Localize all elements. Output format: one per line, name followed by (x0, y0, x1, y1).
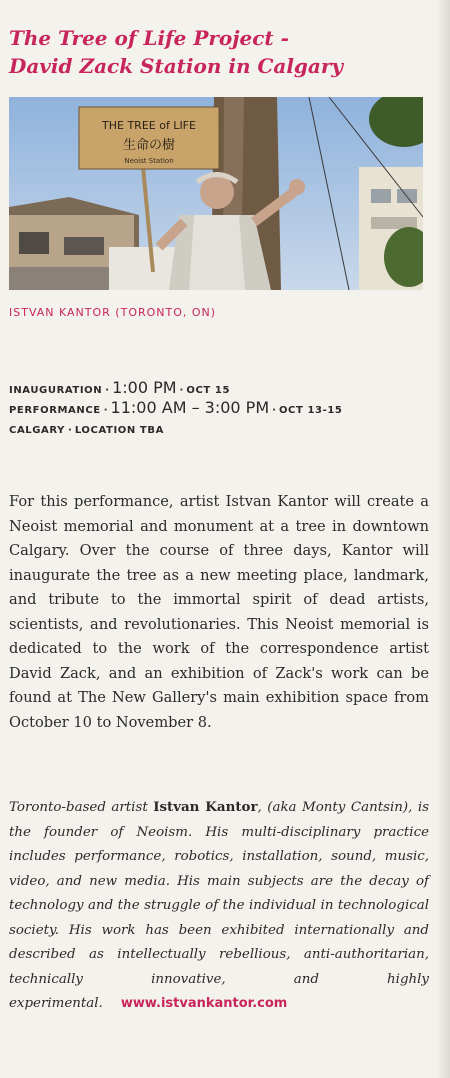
page-edge-shadow (436, 0, 450, 1078)
inauguration-time: 1:00 PM (112, 378, 177, 397)
title-line-2: David Zack Station in Calgary (9, 54, 344, 78)
article-title (9, 24, 429, 80)
location-line (9, 418, 439, 438)
sign-text-line-1: THE TREE of LIFE (102, 119, 196, 132)
bio-intro: Toronto-based artist (9, 800, 154, 815)
separator: · (68, 425, 72, 436)
sign-text-line-3: Neoist Station (124, 157, 174, 165)
performance-photo (9, 97, 423, 290)
performance-time: 11:00 AM – 3:00 PM (110, 398, 270, 417)
separator: · (105, 385, 110, 396)
event-details (9, 378, 439, 438)
performance-line (9, 398, 439, 418)
inauguration-line (9, 378, 439, 398)
event-description: For this performance, artist Istvan Kantor will create a Neoist memorial and monument at a tree in downtown Calgary. Over the course of three days, Kantor will inaugurate the tree as a new meeting place, landmark, and tribute to the immortal spirit of dead artists, scientists, and revolutionaries. This Neoist memorial is dedicated to the work of the correspondence artist David Zack, and an exhibition of Zack's work can be found at The New Gallery's main exhibition space from October 10 to November 8. (9, 493, 429, 731)
bio-text: , (aka Monty Cantsin), is the founder of Neoism. His multi-disciplinary practice includes performance, robotics, installation, sound, music, video, and new media. His main subjects are the decay of technology and the struggle of the individual in technological society. His work has been exhibited internationally and described as intellectually rebellious, anti-authoritarian, technically innovative, and highly experimental. (9, 800, 429, 1011)
title-line-1: The Tree of Life Project - (9, 26, 289, 50)
inauguration-label: INAUGURATION (9, 385, 103, 396)
separator: · (103, 405, 108, 416)
separator: · (272, 405, 276, 416)
city-label: CALGARY (9, 425, 65, 436)
artist-bio (9, 795, 429, 1017)
photo-credit: ISTVAN KANTOR (TORONTO, ON) (9, 306, 217, 319)
performance-date: OCT 13-15 (278, 405, 343, 416)
artist-name: Istvan Kantor (153, 799, 258, 815)
artist-website-link[interactable]: www.istvankantor.com (120, 996, 288, 1011)
inauguration-date: OCT 15 (186, 385, 231, 396)
sign-text-line-2: 生命の樹 (122, 138, 176, 153)
location-label: LOCATION TBA (74, 425, 164, 436)
performance-label: PERFORMANCE (9, 405, 101, 416)
separator: · (179, 385, 184, 396)
photo-illustration (9, 97, 423, 290)
